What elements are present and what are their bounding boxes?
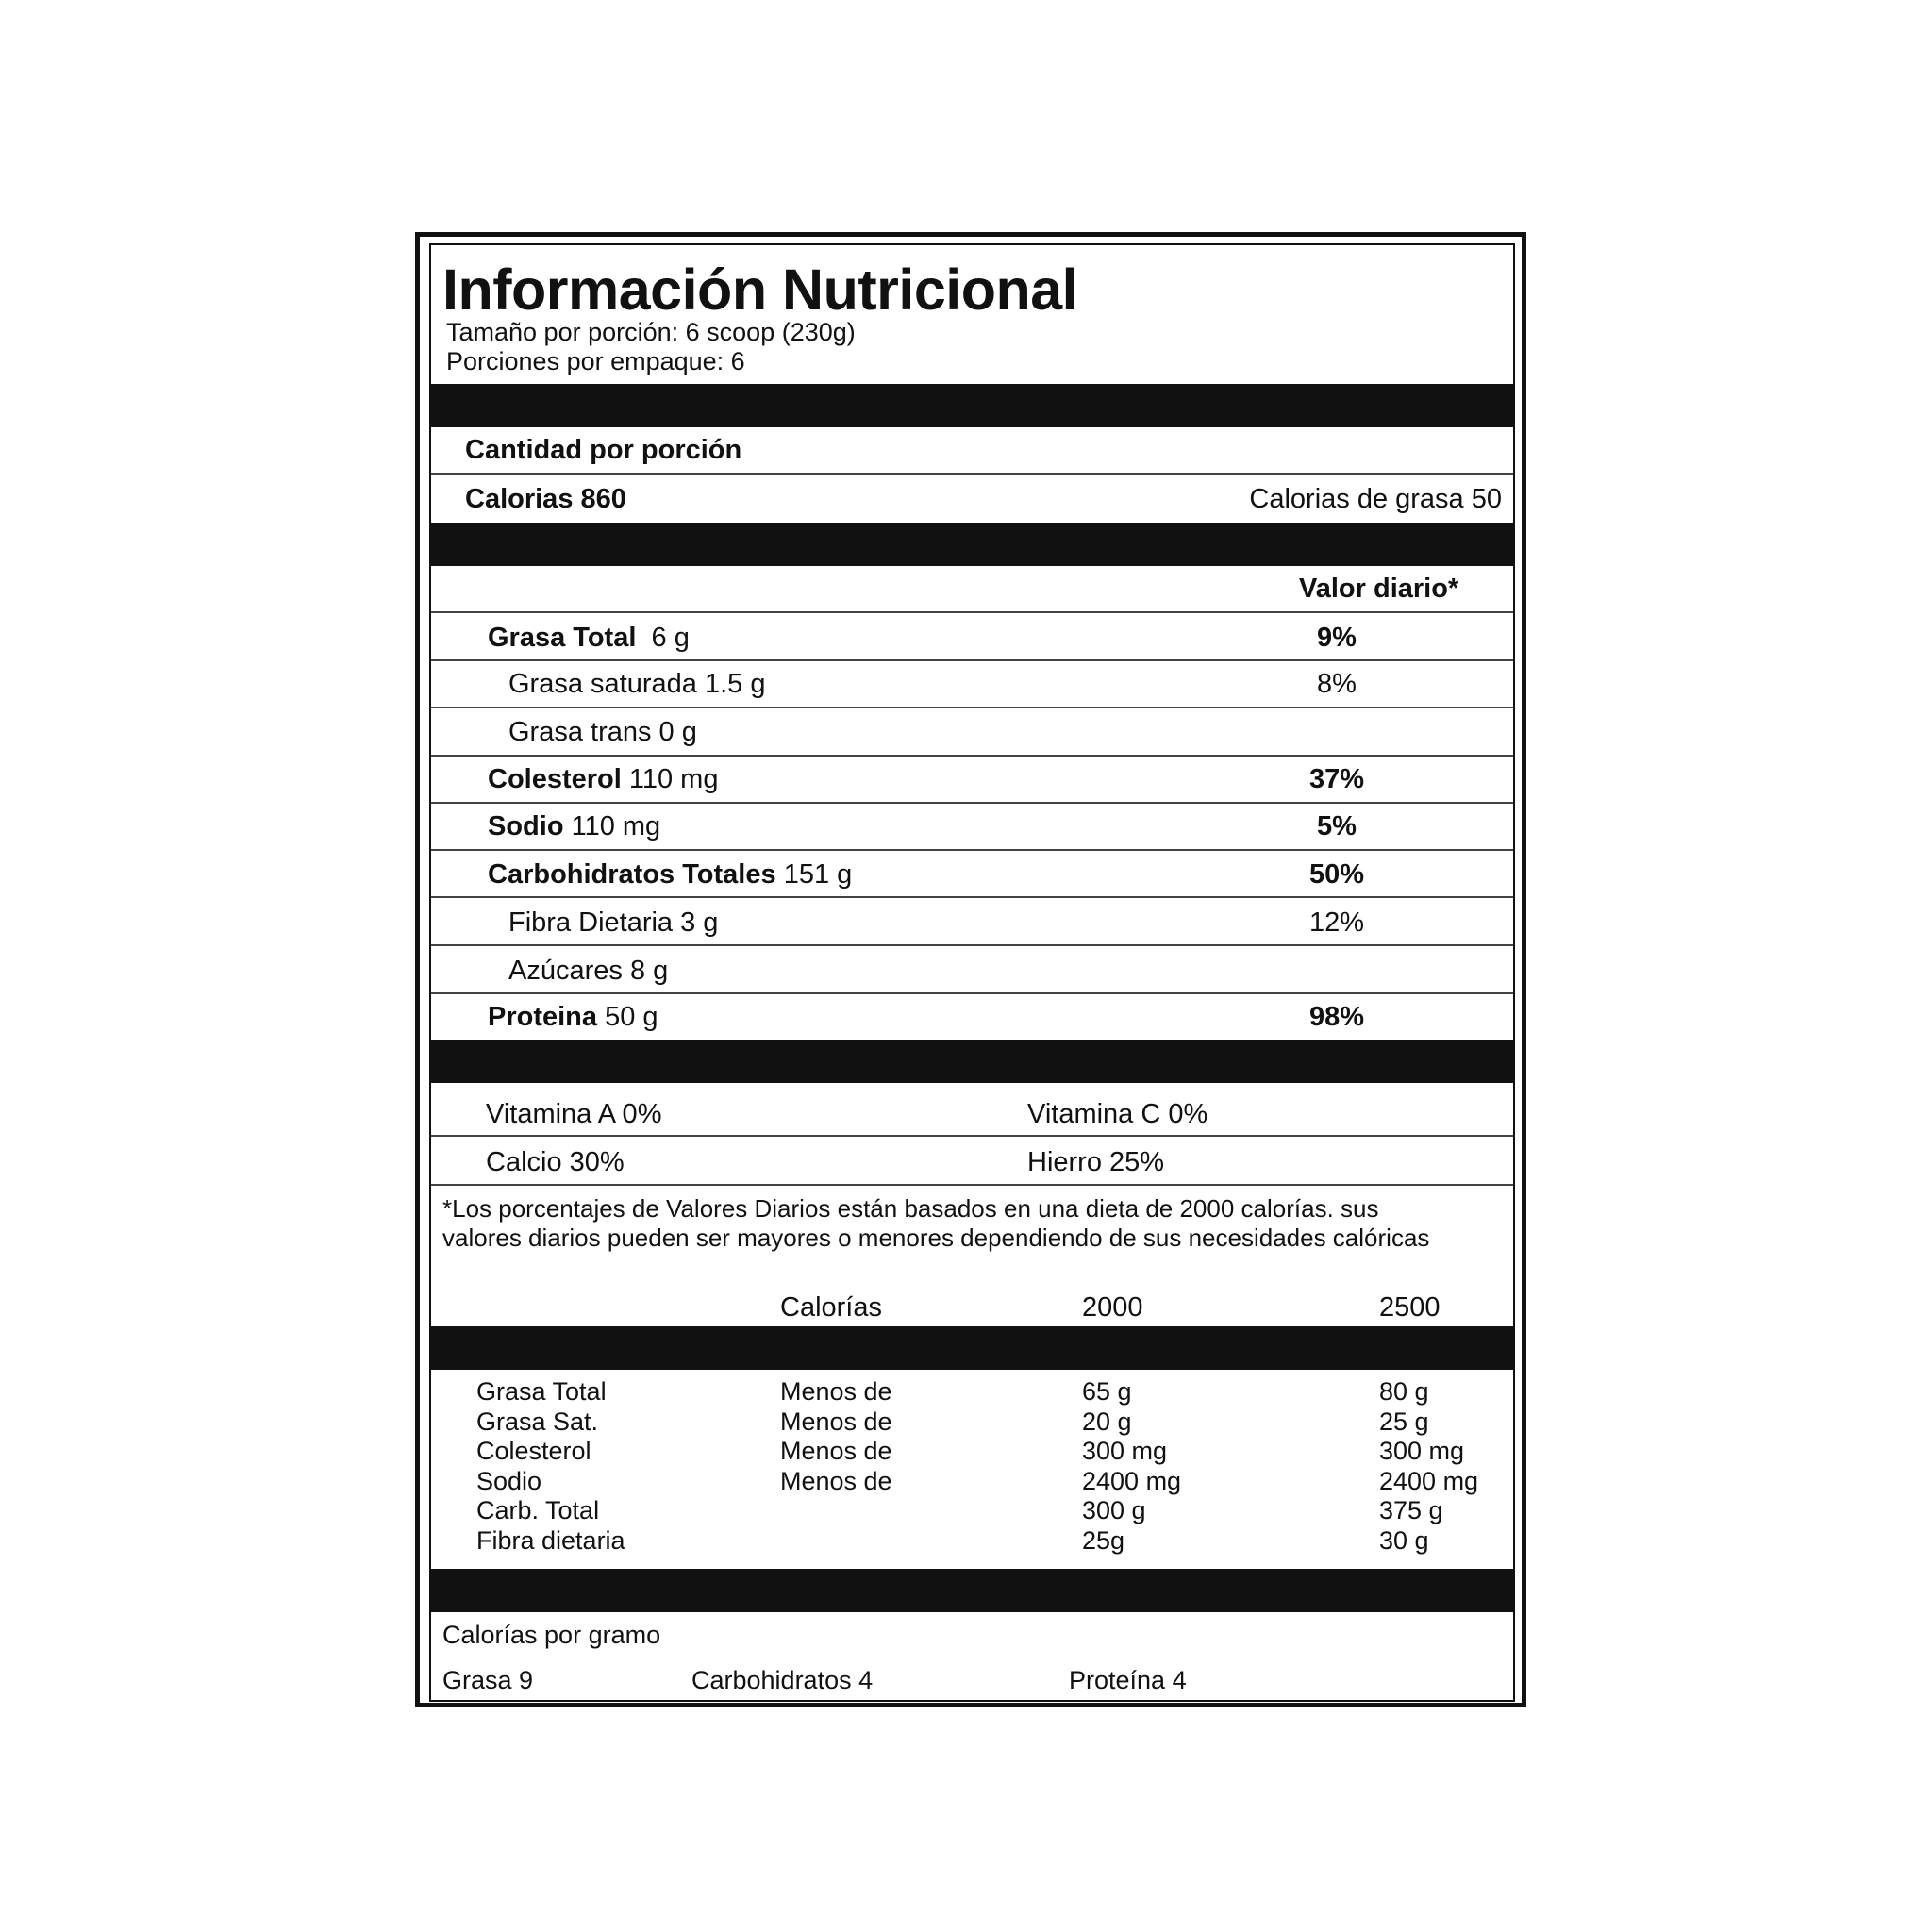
nutrient-total-fat — [488, 623, 690, 654]
nutrient-name: Carbohidratos Totales — [488, 859, 776, 890]
vitamin-a: Vitamina A 0% — [486, 1099, 662, 1129]
nutrient-dv: 37% — [1308, 764, 1365, 794]
reference-calories-label: Calorías — [780, 1292, 882, 1323]
reference-value: 375 g — [1379, 1496, 1443, 1524]
footnote-line-1: *Los porcentajes de Valores Diarios están basados en una dieta de 2000 calorías. sus — [442, 1194, 1379, 1223]
amount-per-serving: Cantidad por porción — [465, 435, 742, 465]
nutrient-name: Colesterol — [488, 764, 622, 794]
reference-name: Sodio — [476, 1466, 542, 1495]
calories-per-gram-protein: Proteína 4 — [1069, 1666, 1187, 1694]
calories-per-gram-carbs: Carbohidratos 4 — [691, 1666, 874, 1694]
reference-name: Grasa Sat. — [476, 1407, 599, 1436]
vitamin-c: Vitamina C 0% — [1027, 1099, 1208, 1129]
reference-2000-values — [1082, 1377, 1181, 1556]
nutrient-sodium — [488, 811, 660, 842]
reference-value: 300 mg — [1082, 1437, 1168, 1465]
reference-qualifier: Menos de — [780, 1377, 892, 1406]
reference-name: Fibra dietaria — [476, 1525, 625, 1555]
nutrient-name: Sodio — [488, 811, 564, 841]
reference-qualifier: Menos de — [780, 1437, 892, 1465]
row-rule — [431, 849, 1513, 851]
nutrient-amount: 151 g — [783, 859, 853, 890]
reference-qualifier: Menos de — [780, 1466, 892, 1495]
nutrient-sugars: Azúcares 8 g — [508, 956, 669, 986]
row-rule — [431, 659, 1513, 661]
reference-qualifiers — [780, 1377, 892, 1496]
nutrition-facts-label — [429, 243, 1515, 1702]
reference-value: 25 g — [1379, 1407, 1429, 1436]
reference-2500-header: 2500 — [1379, 1292, 1441, 1323]
row-rule — [431, 1184, 1513, 1186]
servings-per-container: Porciones por empaque: 6 — [446, 347, 745, 375]
nutrient-protein — [488, 1002, 658, 1033]
divider-bar — [431, 1326, 1513, 1370]
row-rule — [431, 707, 1513, 708]
nutrient-name: Proteina — [488, 1002, 598, 1032]
nutrient-amount: 110 mg — [571, 811, 661, 841]
row-rule — [431, 473, 1513, 475]
calories-from-fat: Calorias de grasa 50 — [1249, 484, 1502, 514]
row-rule — [431, 755, 1513, 757]
reference-value: 2400 mg — [1082, 1466, 1182, 1495]
reference-2500-values — [1379, 1377, 1478, 1556]
calcium: Calcio 30% — [486, 1147, 625, 1177]
nutrient-amount: 50 g — [605, 1002, 658, 1032]
row-rule — [431, 1135, 1513, 1137]
reference-value: 25g — [1082, 1525, 1125, 1555]
footnote-line-2: valores diarios pueden ser mayores o menores dependiendo de sus necesidades calóricas — [442, 1224, 1430, 1252]
nutrient-name: Grasa Total — [488, 623, 637, 653]
reference-name: Grasa Total — [476, 1377, 607, 1406]
calories-per-gram-fat: Grasa 9 — [442, 1666, 534, 1694]
row-rule — [431, 944, 1513, 946]
nutrient-dietary-fiber: Fibra Dietaria 3 g — [508, 908, 719, 938]
row-rule — [431, 611, 1513, 613]
divider-bar — [431, 384, 1513, 427]
reference-value: 65 g — [1082, 1377, 1132, 1406]
nutrient-dv: 8% — [1317, 669, 1357, 699]
reference-value: 2400 mg — [1379, 1466, 1479, 1495]
nutrient-dv: 5% — [1317, 811, 1357, 841]
calories-total: Calorias 860 — [465, 484, 626, 514]
row-rule — [431, 992, 1513, 994]
serving-size: Tamaño por porción: 6 scoop (230g) — [446, 318, 856, 346]
reference-name: Carb. Total — [476, 1496, 600, 1524]
reference-names — [476, 1377, 625, 1556]
divider-bar — [431, 1040, 1513, 1083]
nutrient-dv: 12% — [1308, 908, 1365, 938]
nutrient-total-carbs — [488, 859, 852, 891]
reference-value: 80 g — [1379, 1377, 1429, 1406]
reference-name: Colesterol — [476, 1437, 591, 1465]
nutrient-dv: 98% — [1308, 1002, 1365, 1032]
reference-value: 300 mg — [1379, 1437, 1465, 1465]
nutrient-cholesterol — [488, 764, 718, 795]
nutrient-dv: 9% — [1317, 623, 1357, 653]
reference-2000-header: 2000 — [1082, 1292, 1143, 1323]
reference-value: 20 g — [1082, 1407, 1132, 1436]
reference-value: 30 g — [1379, 1525, 1429, 1555]
reference-qualifier: Menos de — [780, 1407, 892, 1436]
calories-per-gram-title: Calorías por gramo — [442, 1621, 661, 1649]
row-rule — [431, 802, 1513, 804]
label-title: Información Nutricional — [442, 258, 1078, 322]
nutrient-saturated-fat: Grasa saturada 1.5 g — [508, 669, 766, 699]
iron: Hierro 25% — [1027, 1147, 1165, 1177]
nutrient-amount: 6 g — [651, 623, 690, 653]
divider-bar — [431, 523, 1513, 566]
nutrient-amount: 110 mg — [628, 764, 719, 794]
divider-bar — [431, 1569, 1513, 1612]
reference-value: 300 g — [1082, 1496, 1146, 1524]
daily-value-header: Valor diario* — [1299, 574, 1459, 604]
row-rule — [431, 896, 1513, 898]
nutrient-dv: 50% — [1308, 859, 1365, 890]
nutrient-trans-fat: Grasa trans 0 g — [508, 717, 697, 747]
